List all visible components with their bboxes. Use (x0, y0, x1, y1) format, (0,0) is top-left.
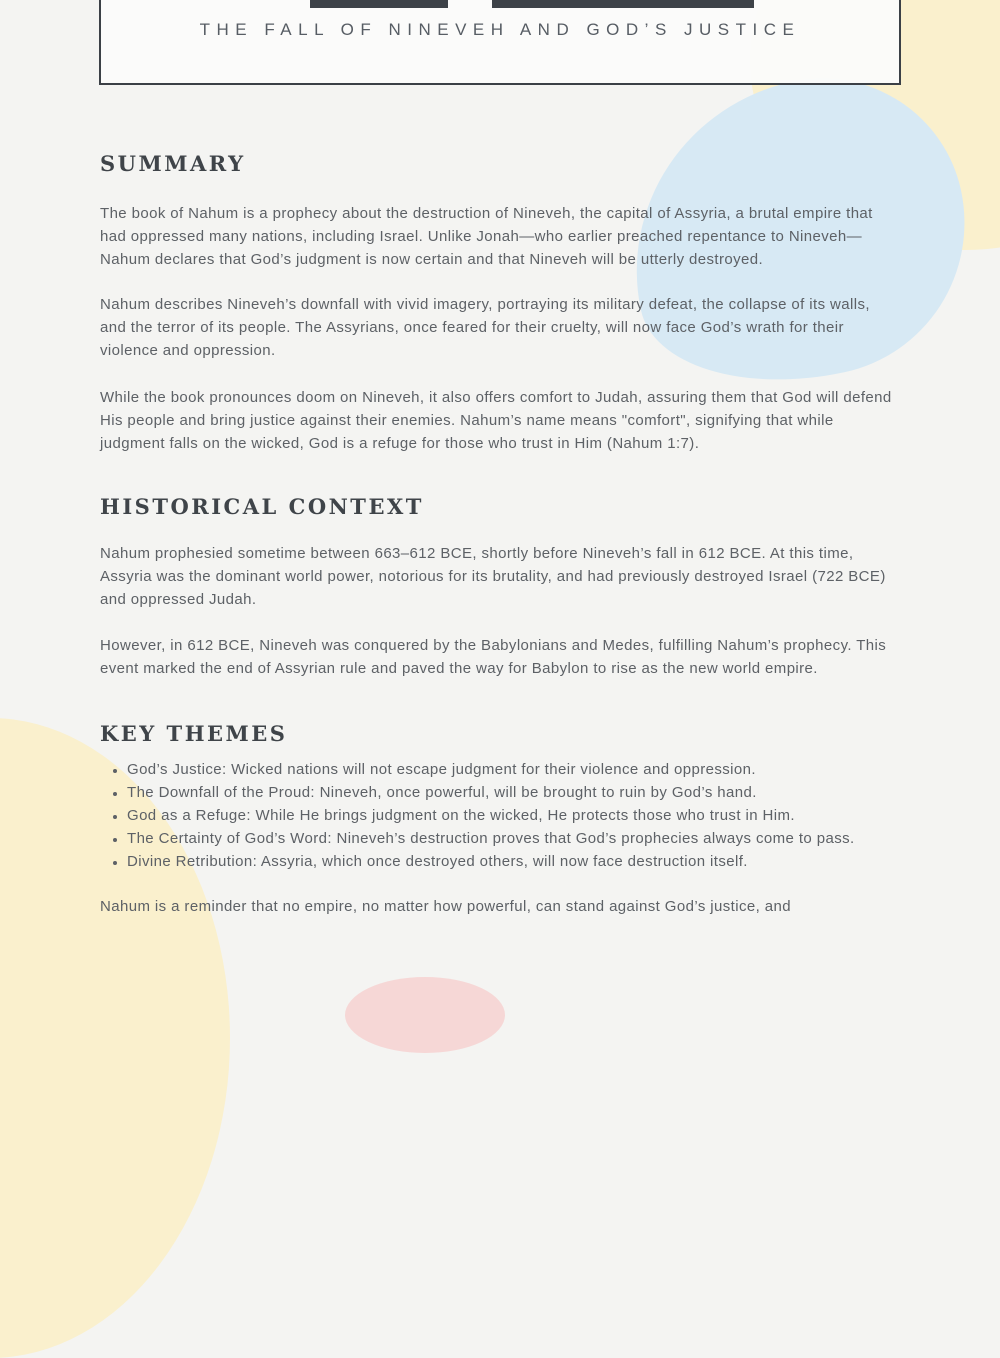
key-theme-item: • God as a Refuge: While He brings judgment on the wicked, He protects those who trust in Him. (127, 804, 900, 827)
key-theme-item: • The Certainty of God’s Word: Nineveh’s destruction proves that God’s prophecies always come to pass. (127, 827, 900, 850)
historical-context-heading: HISTORICAL CONTEXT (100, 494, 424, 519)
summary-paragraph-1: The book of Nahum is a prophecy about the destruction of Nineveh, the capital of Assyria, a brutal empire that had oppressed many nations, including Israel. Unlike Jonah—who earlier preached repentance to Nineveh—Nahum declares that God’s judgment is now certain and that Nineveh will be utterly destroyed. (100, 205, 873, 268)
summary-paragraph-3: While the book pronounces doom on Nineveh, it also offers comfort to Judah, assuring them that God will defend His people and bring justice against their enemies. Nahum’s name means "comfort", signifying that while judgment falls on the wicked, God is a refuge for those who trust in Him (Nahum 1:7). (100, 389, 892, 452)
key-theme-item: • God’s Justice: Wicked nations will not escape judgment for their violence and oppression. (127, 758, 900, 781)
historical-paragraph-1: Nahum prophesied sometime between 663–612 BCE, shortly before Nineveh’s fall in 612 BCE. At this time, Assyria was the dominant world power, notorious for its brutality, and had previously destroyed Israel (722 BCE) and oppressed Judah. (100, 545, 886, 608)
key-themes-list (100, 758, 900, 873)
historical-paragraph-2: However, in 612 BCE, Nineveh was conquered by the Babylonians and Medes, fulfilling Nahum’s prophecy. This event marked the end of Assyrian rule and paved the way for Babylon to rise as the new world empire. (100, 637, 887, 677)
key-theme-item: • The Downfall of the Proud: Nineveh, once powerful, will be brought to ruin by God’s hand. (127, 781, 900, 804)
closing-paragraph: Nahum is a reminder that no empire, no matter how powerful, can stand against God’s justice, and (100, 898, 791, 915)
key-theme-item: • Divine Retribution: Assyria, which once destroyed others, will now face destruction itself. (127, 850, 900, 873)
key-themes-heading: KEY THEMES (100, 721, 288, 746)
summary-heading: SUMMARY (100, 151, 246, 176)
summary-paragraph-2: Nahum describes Nineveh’s downfall with vivid imagery, portraying its military defeat, the collapse of its walls, and the terror of its people. The Assyrians, once feared for their cruelty, will now face God’s wrath for their violence and oppression. (100, 296, 870, 359)
document-body (100, 0, 900, 918)
document-subtitle: THE FALL OF NINEVEH AND GOD’S JUSTICE (199, 20, 801, 39)
pink-blob-bottom-center (345, 977, 505, 1053)
